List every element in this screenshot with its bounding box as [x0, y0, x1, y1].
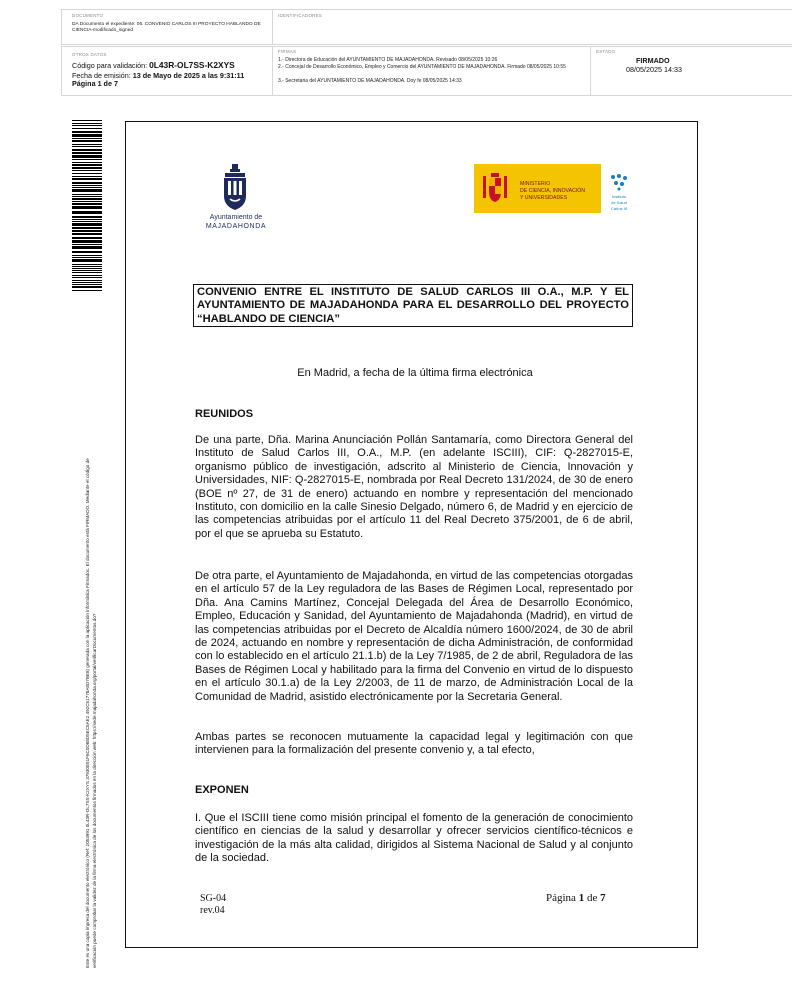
barcode-bar	[72, 178, 102, 180]
barcode-bar	[72, 270, 102, 271]
barcode-bar	[72, 221, 102, 222]
footer-code-1: SG-04	[200, 893, 227, 904]
paragraph-capacity: Ambas partes se reconocen mutuamente la capacidad legal y legitimación con que intervienen para la formalización del presente convenio y, a tal efecto,	[195, 731, 633, 757]
barcode-bar	[72, 196, 102, 197]
isciii-mark-icon	[603, 172, 635, 192]
barcode-bar	[72, 164, 102, 166]
barcode-bar	[72, 187, 102, 188]
fecha-prefix: Fecha de emisión:	[72, 71, 133, 80]
barcode-bar	[72, 140, 102, 142]
barcode-bar	[72, 240, 102, 243]
barcode-bar	[72, 176, 102, 177]
barcode-bar	[72, 275, 102, 276]
ministerio-logo	[474, 164, 601, 213]
footer-page-word: Página	[546, 892, 576, 904]
identificadores-label: IDENTIFICADORES	[278, 13, 323, 18]
barcode-bar	[72, 159, 102, 160]
ayuntamiento-label-1: Ayuntamiento de	[209, 214, 263, 221]
isciii-logo	[603, 172, 635, 214]
barcode-bar	[72, 182, 102, 184]
barcode-bar	[72, 259, 102, 262]
page-count: Página 1 de 7	[72, 79, 118, 88]
barcode-bar	[72, 194, 102, 195]
firma-1: 1.- Directora de Educación del AYUNTAMIENTO DE MAJADAHONDA. Revisado 08/05/2025 10:26	[278, 57, 498, 63]
barcode-bar	[72, 268, 102, 269]
barcode-bar	[72, 185, 102, 186]
firma-2: 2.- Concejal de Desarrollo Económico, Empleo y Comercio del AYUNTAMIENTO DE MAJADAHONDA. Firmado 08/05/2025 10:55	[278, 64, 566, 70]
barcode-bar	[72, 272, 102, 273]
paragraph-party-2: De otra parte, el Ayuntamiento de Majadahonda, en virtud de las competencias otorgadas en el artículo 57 de la Ley reguladora de las Bases de Régimen Local, representado por Dña. Ana Camins Martínez, Concejal Delegada del Área de Desarrollo Económico, Empleo, Educación y Sanidad, del Ayuntamiento de Majadahonda (Madrid), en virtud de las competencias atribuidas por el Decreto de Alcaldía número 1600/2024, de 30 de abril de 2024, actuando en nombre y representación de dicha Administración, de conformidad con lo establecido en el artículo 21.1.b) de la Ley 7/1985, de 2 de abril, Reguladora de las Bases de Régimen Local y habilitado para la firma del Convenio en virtud de lo dispuesto en el artículo 30.1.a) de la Ley 2/2003, de 11 de marzo, de Administración Local de la Comunidad de Madrid, asistido electrónicamente por la Secretaria General.	[195, 570, 633, 703]
documento-label: DOCUMENTO	[72, 13, 104, 18]
ayuntamiento-crest-icon	[220, 164, 250, 212]
ministerio-label-2: DE CIENCIA, INNOVACIÓN	[520, 188, 586, 194]
barcode	[72, 120, 102, 292]
barcode-bar	[72, 134, 102, 137]
estado-date: 08/05/2025 14:33	[626, 65, 682, 74]
firmas-label: FIRMAS	[278, 49, 297, 54]
isciii-label-3: Carlos III	[610, 206, 627, 211]
reunidos-heading: REUNIDOS	[195, 408, 254, 420]
barcode-bar	[72, 257, 102, 258]
barcode-bar	[72, 223, 102, 226]
ministerio-label-1: MINISTERIO	[520, 181, 551, 187]
barcode-bar	[72, 237, 102, 239]
exponen-heading: EXPONEN	[195, 784, 249, 796]
otros-datos-label: OTROS DATOS	[72, 52, 107, 57]
barcode-bar	[72, 203, 102, 205]
footer-page-total: 7	[600, 892, 606, 904]
barcode-bar	[72, 198, 102, 200]
barcode-bar	[72, 266, 102, 267]
place-date: En Madrid, a fecha de la última firma electrónica	[297, 367, 533, 379]
barcode-bar	[72, 255, 102, 256]
spain-coat-of-arms-icon	[482, 172, 508, 204]
barcode-bar	[72, 277, 102, 278]
isciii-label-1: Instituto	[611, 194, 626, 199]
header-bottom-divider-1	[272, 46, 273, 95]
barcode-bar	[72, 189, 102, 192]
isciii-label-2: de Salud	[611, 200, 627, 205]
paragraph-party-1: De una parte, Dña. Marina Anunciación Pollán Santamaría, como Directora General del Instituto de Salud Carlos III, O.A., M.P. (en adelante ISCIII), CIF: Q-2827015-E, organismo público de investigación, adscrito al Ministerio de Ciencia, Innovación y Universidades, NIF: Q-2827015-E, nombrada por Real Decreto 131/2024, de 30 de enero (BOE nº 27, de 31 de enero) actuando en nombre y representación del mencionado Instituto, con domicilio en la calle Sinesio Delgado, número 6, de Madrid y en ejercicio de las competencias atribuidas por el artículo 11 del Real Decreto 375/2001, de 6 de abril, por el que se aprueba su Estatuto.	[195, 434, 633, 540]
barcode-bar	[72, 244, 102, 245]
side-verification-text-1: Este es una copia impresa del documento electrónico (Ref: 2053991 0L43R-OL7SS-K2XYS 37930E51F6C0D68D5EC5AE2 492C51778A8D7BE8) generada con la aplicación informática Firmadoc. El documento está FIRMADO. Mediante el código de	[85, 458, 90, 968]
barcode-bar	[72, 120, 102, 121]
barcode-bar	[72, 152, 102, 154]
paragraph-exponen-1: I. Que el ISCIII tiene como misión principal el fomento de la generación de conocimiento científico en ciencias de la salud y desarrollar y ofrecer servicios científico-técnicos e investigación de la más alta calidad, dirigidos al Sistema Nacional de Salud y al conjunto de la sociedad.	[195, 812, 633, 865]
barcode-bar	[72, 201, 102, 202]
barcode-bar	[72, 227, 102, 229]
header-top-divider	[272, 9, 273, 44]
barcode-bar	[72, 284, 102, 285]
estado-label: ESTADO	[596, 49, 616, 54]
barcode-bar	[72, 280, 102, 281]
barcode-bar	[72, 155, 102, 158]
ministerio-label-3: Y UNIVERSIDADES	[520, 195, 568, 201]
ayuntamiento-label-2: MAJADAHONDA	[205, 223, 267, 230]
barcode-bar	[72, 162, 102, 163]
barcode-bar	[72, 290, 102, 291]
barcode-bar	[72, 123, 102, 124]
barcode-bar	[72, 149, 102, 151]
barcode-bar	[72, 146, 102, 147]
document-title: CONVENIO ENTRE EL INSTITUTO DE SALUD CARLOS III O.A., M.P. Y EL AYUNTAMIENTO DE MAJADAHONDA PARA EL DESARROLLO DEL PROYECTO “HABLANDO DE CIENCIA”	[193, 284, 633, 327]
barcode-bar	[72, 230, 102, 232]
codigo-value: 0L43R-OL7SS-K2XYS	[149, 60, 235, 70]
barcode-bar	[72, 131, 102, 133]
barcode-bar	[72, 173, 102, 174]
fecha-value: 13 de Mayo de 2025 a las 9:31:11	[132, 71, 245, 80]
header-bottom-divider-2	[590, 46, 591, 95]
codigo-prefix: Código para validación:	[72, 61, 150, 70]
barcode-bar	[72, 138, 102, 139]
side-verification-text-2: verificación puede comprobar la validez de la firma electrónica de los documentos firmados en la dirección web: https://sede.majadahonda.org/portal/verificarDocumentos.do?	[92, 613, 97, 968]
estado-value: FIRMADO	[636, 56, 670, 65]
footer-code-2: rev.04	[200, 905, 225, 916]
footer-page-number	[546, 893, 606, 904]
barcode-bar	[72, 251, 102, 253]
barcode-bar	[72, 216, 102, 218]
barcode-bar	[72, 128, 102, 129]
barcode-bar	[72, 144, 102, 145]
firma-3: 3.- Secretaria del AYUNTAMIENTO DE MAJADAHONDA. Doy fe 08/05/2025 14:33	[278, 78, 462, 84]
barcode-bar	[72, 233, 102, 235]
documento-value: DA Documento el expediente: 06. CONVENIO CARLOS III PROYECTO HABLANDO DE CIENCIA-modificado_signed	[72, 22, 261, 34]
barcode-bar	[72, 286, 102, 288]
barcode-bar	[72, 246, 102, 249]
footer-of: de	[586, 892, 598, 904]
barcode-bar	[72, 125, 102, 126]
validation-code	[72, 61, 235, 71]
barcode-bar	[72, 282, 102, 283]
barcode-bar	[72, 264, 102, 265]
barcode-bar	[72, 167, 102, 169]
barcode-bar	[72, 206, 102, 209]
barcode-bar	[72, 170, 102, 171]
footer-page-num: 1	[578, 892, 585, 904]
barcode-bar	[72, 211, 102, 214]
barcode-bar	[72, 219, 102, 220]
